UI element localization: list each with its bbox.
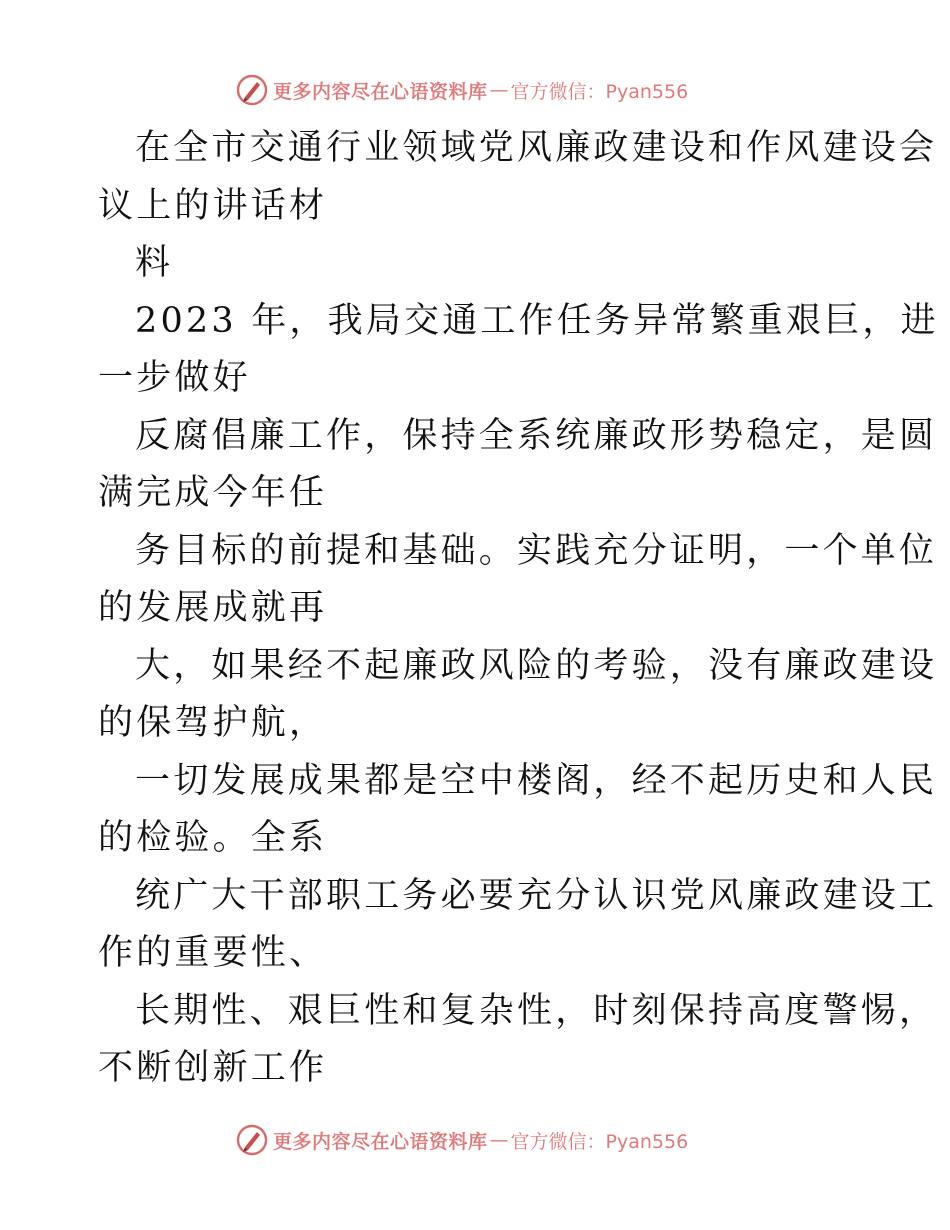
body-line: 的发展成就再 [98,588,328,628]
body-line: 2023 年，我局交通工作任务异常繁重艰巨，进 [135,300,939,341]
pen-logo-icon [235,73,269,107]
watermark-separator: — [489,79,509,101]
body-line: 反腐倡廉工作，保持全系统廉政形势稳定，是圆 [135,415,938,456]
header-watermark [235,72,688,108]
watermark-wechat: 官方微信：Pyan556 [510,1130,689,1153]
watermark-separator: — [489,1129,509,1151]
body-line: 作的重要性、 [98,933,328,973]
body-line: 务目标的前提和基础。实践充分证明，一个单位 [135,530,938,571]
watermark-brand: 更多内容尽在心语资料库 [273,80,488,103]
body-line: 的保驾护航， [98,703,328,743]
body-line: 长期性、艰巨性和复杂性，时刻保持高度警惕， [135,990,938,1031]
body-line: 的检验。全系 [98,818,328,858]
watermark-brand: 更多内容尽在心语资料库 [273,1130,488,1153]
body-line: 大，如果经不起廉政风险的考验，没有廉政建设 [135,645,938,686]
body-line: 料 [135,243,174,283]
document-body [98,120,939,1098]
body-line: 不断创新工作 [98,1048,328,1088]
watermark-wechat: 官方微信：Pyan556 [510,80,689,103]
body-line: 一切发展成果都是空中楼阁，经不起历史和人民 [135,760,938,801]
pen-logo-icon [235,1123,269,1157]
body-line: 议上的讲话材 [98,185,328,226]
body-line: 在全市交通行业领域党风廉政建设和作风建设会 [135,128,938,168]
body-line: 一步做好 [98,358,251,398]
footer-watermark [235,1122,688,1158]
body-line: 统广大干部职工务必要充分认识党风廉政建设工 [135,875,938,916]
body-line: 满完成今年任 [98,473,328,513]
